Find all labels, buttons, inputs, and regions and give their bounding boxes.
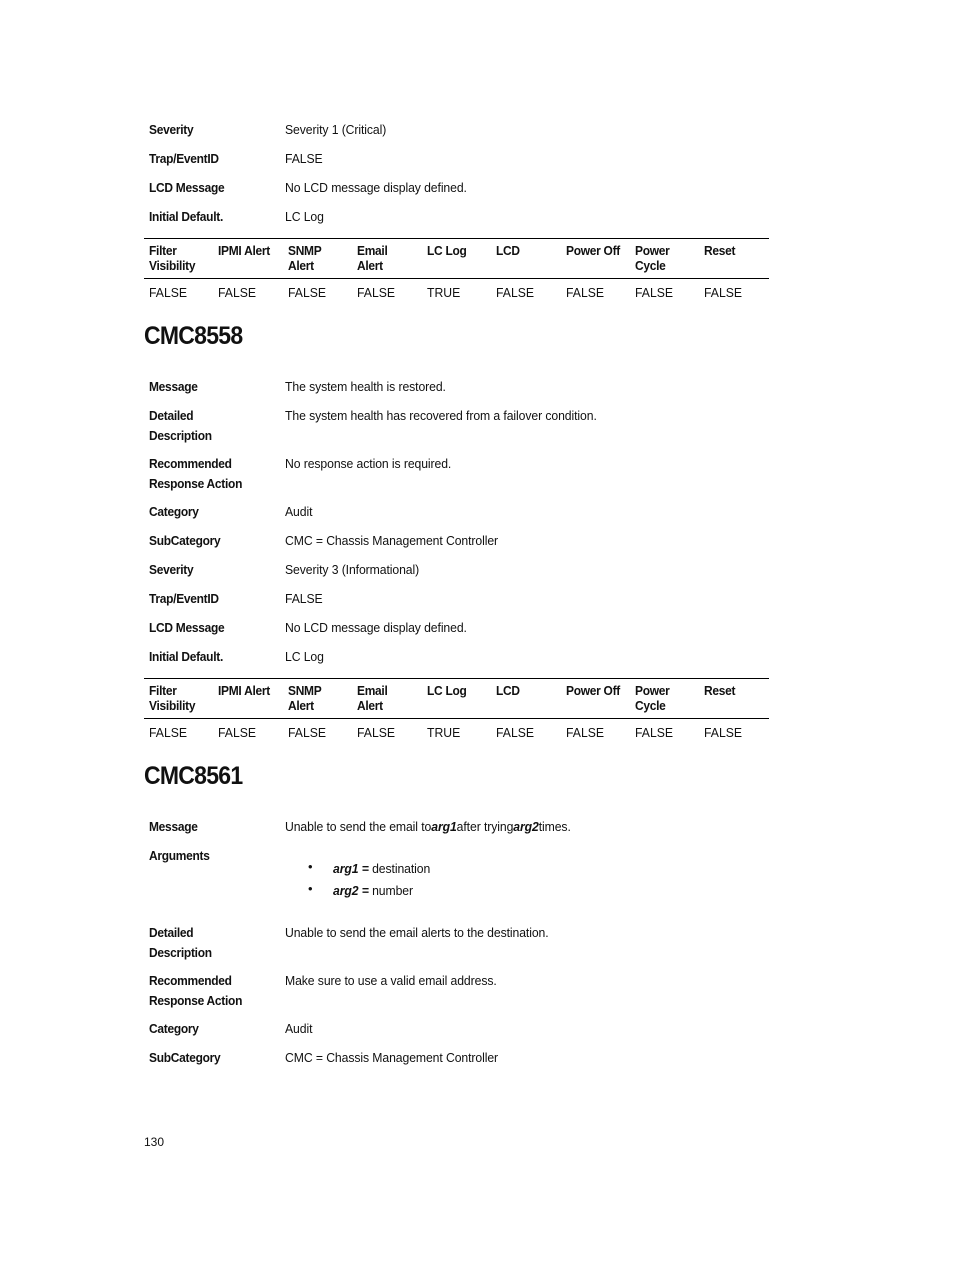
header-line: Power Off	[566, 243, 621, 258]
label-line: Trap/EventID	[149, 591, 219, 606]
bullet-icon: •	[308, 881, 313, 896]
field-value-initial-default: LC Log	[285, 209, 324, 224]
header-line: Alert	[357, 698, 383, 713]
field-label	[149, 454, 242, 493]
header-line: SNMP	[288, 243, 322, 258]
field-label	[149, 618, 224, 638]
field-value-lcd: No LCD message display defined.	[285, 180, 467, 195]
page-number: 130	[144, 1135, 165, 1149]
field-value: CMC = Chassis Management Controller	[285, 1050, 499, 1065]
table-header-cell	[357, 243, 388, 273]
label-line: Category	[149, 504, 199, 519]
table-cell: FALSE	[704, 725, 743, 740]
header-line: Email	[357, 243, 388, 258]
table-cell: FALSE	[218, 725, 257, 740]
label-line: Severity	[149, 562, 194, 577]
table-cell: FALSE	[357, 725, 396, 740]
table-rule-mid	[144, 718, 769, 719]
field-value: No LCD message display defined.	[285, 620, 467, 635]
table-header-cell	[218, 243, 270, 258]
header-line: Reset	[704, 683, 736, 698]
table-header-cell	[427, 243, 467, 258]
field-label-trap: Trap/EventID	[149, 151, 219, 166]
table-header-cell	[496, 683, 520, 698]
field-label	[149, 971, 242, 1010]
field-value: No response action is required.	[285, 456, 452, 471]
field-label	[149, 502, 199, 522]
field-label-arguments: Arguments	[149, 848, 210, 863]
table-cell: TRUE	[427, 725, 461, 740]
field-value: The system health is restored.	[285, 379, 446, 394]
field-label	[149, 531, 220, 551]
label-line: SubCategory	[149, 1050, 221, 1065]
header-line: LCD	[496, 243, 520, 258]
field-label-severity: Severity	[149, 122, 194, 137]
header-line: Cycle	[635, 258, 666, 273]
argument-item	[333, 881, 413, 901]
field-value: LC Log	[285, 649, 324, 664]
field-value-trap: FALSE	[285, 151, 323, 166]
argument-desc: destination	[372, 861, 431, 876]
table-cell: FALSE	[149, 285, 188, 300]
table-cell: FALSE	[288, 725, 327, 740]
field-value: CMC = Chassis Management Controller	[285, 533, 499, 548]
table-cell: FALSE	[357, 285, 396, 300]
table-header-cell	[704, 683, 735, 698]
label-line: Description	[149, 944, 212, 960]
table-header-cell	[357, 683, 388, 713]
message-arg: arg1	[431, 819, 457, 834]
label-line: Detailed	[149, 925, 194, 940]
header-line: LC Log	[427, 683, 467, 698]
section-title: CMC8558	[144, 322, 243, 350]
field-value: FALSE	[285, 591, 323, 606]
table-cell: FALSE	[496, 725, 535, 740]
table-header-cell	[288, 683, 321, 713]
field-value: Unable to send the email alerts to the destination.	[285, 925, 549, 940]
table-cell: FALSE	[635, 285, 674, 300]
table-header-cell	[427, 683, 467, 698]
header-line: SNMP	[288, 683, 322, 698]
argument-desc: number	[372, 883, 413, 898]
field-value: Audit	[285, 1021, 313, 1036]
bullet-icon: •	[308, 859, 313, 874]
message-text: times.	[538, 819, 571, 834]
header-line: Email	[357, 683, 388, 698]
header-line: IPMI Alert	[218, 243, 270, 258]
field-label	[149, 406, 212, 445]
label-line: Response Action	[149, 475, 243, 491]
header-line: Filter	[149, 243, 177, 258]
label-line: Initial Default.	[149, 649, 224, 664]
table-cell: FALSE	[218, 285, 257, 300]
table-header-cell	[496, 243, 520, 258]
header-line: Cycle	[635, 698, 666, 713]
header-line: Alert	[288, 258, 314, 273]
label-line: Recommended	[149, 973, 232, 988]
field-label	[149, 1048, 220, 1068]
header-line: LCD	[496, 683, 520, 698]
field-value: Severity 3 (Informational)	[285, 562, 420, 577]
header-line: LC Log	[427, 243, 467, 258]
field-label	[149, 647, 223, 667]
header-line: Reset	[704, 243, 736, 258]
table-cell: FALSE	[704, 285, 743, 300]
table-rule-mid	[144, 278, 769, 279]
header-line: Visibility	[149, 258, 196, 273]
table-cell: FALSE	[149, 725, 188, 740]
field-value: The system health has recovered from a failover condition.	[285, 408, 597, 423]
label-line: Detailed	[149, 408, 194, 423]
table-header-cell	[635, 243, 670, 273]
table-header-cell	[566, 243, 620, 258]
table-cell: FALSE	[288, 285, 327, 300]
field-label-lcd: LCD Message	[149, 180, 225, 195]
table-cell: FALSE	[566, 725, 605, 740]
header-line: Visibility	[149, 698, 196, 713]
header-line: Power	[635, 683, 670, 698]
table-header-cell	[218, 683, 270, 698]
table-header-cell	[149, 243, 195, 273]
table-cell: FALSE	[635, 725, 674, 740]
label-line: Recommended	[149, 456, 232, 471]
argument-name: arg2 =	[333, 883, 369, 898]
header-line: Alert	[357, 258, 383, 273]
table-cell: TRUE	[427, 285, 461, 300]
message-text: Unable to send the email to	[285, 819, 432, 834]
table-header-cell	[704, 243, 735, 258]
label-line: Message	[149, 379, 198, 394]
table-header-cell	[566, 683, 620, 698]
table-cell: FALSE	[566, 285, 605, 300]
field-label	[149, 560, 193, 580]
field-label-initial-default: Initial Default.	[149, 209, 224, 224]
field-label	[149, 377, 198, 397]
message-arg: arg2	[513, 819, 539, 834]
field-label-message: Message	[149, 819, 198, 834]
field-value-severity: Severity 1 (Critical)	[285, 122, 387, 137]
field-label	[149, 1019, 199, 1039]
table-rule-top	[144, 238, 769, 239]
field-label	[149, 589, 219, 609]
table-header-cell	[288, 243, 321, 273]
argument-name: arg1 =	[333, 861, 369, 876]
header-line: Power Off	[566, 683, 621, 698]
field-label	[149, 923, 212, 962]
label-line: SubCategory	[149, 533, 221, 548]
header-line: Filter	[149, 683, 177, 698]
argument-item	[333, 859, 430, 879]
table-rule-top	[144, 678, 769, 679]
table-header-cell	[149, 683, 195, 713]
section-title: CMC8561	[144, 762, 243, 790]
field-value: Audit	[285, 504, 313, 519]
message-text: after trying	[456, 819, 514, 834]
label-line: Category	[149, 1021, 199, 1036]
label-line: LCD Message	[149, 620, 225, 635]
header-line: IPMI Alert	[218, 683, 270, 698]
header-line: Power	[635, 243, 670, 258]
label-line: Description	[149, 427, 212, 443]
field-value-message	[285, 817, 571, 837]
field-value: Make sure to use a valid email address.	[285, 973, 497, 988]
label-line: Response Action	[149, 992, 243, 1008]
table-header-cell	[635, 683, 670, 713]
table-cell: FALSE	[496, 285, 535, 300]
header-line: Alert	[288, 698, 314, 713]
